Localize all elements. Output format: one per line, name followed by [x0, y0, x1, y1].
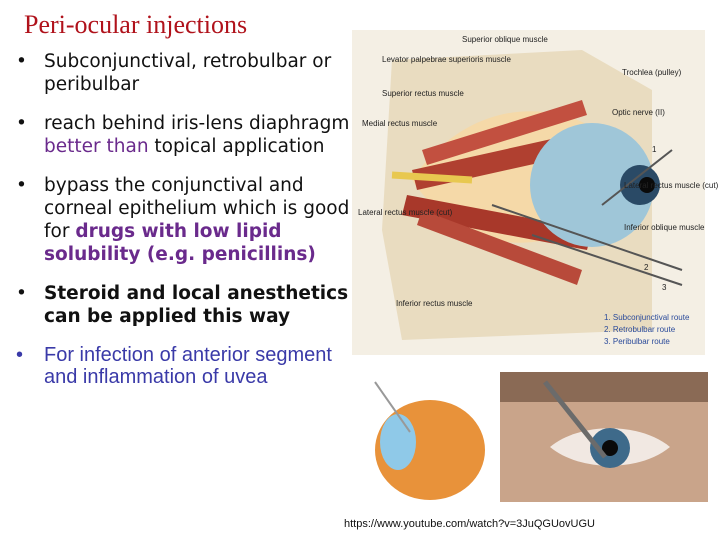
- route-legend-1: 1. Subconjunctival route: [604, 313, 690, 322]
- label-optic-nerve: Optic nerve (II): [612, 108, 665, 117]
- bullet-list: [16, 50, 351, 404]
- label-inferior-oblique: Inferior oblique muscle: [624, 223, 705, 232]
- label-n3: 3: [662, 283, 667, 292]
- label-lateral-rectus-left: Lateral rectus muscle (cut): [358, 208, 453, 217]
- orbit-diagram-svg: [352, 30, 719, 355]
- label-n2: 2: [644, 263, 649, 272]
- bullet-text: topical application: [148, 136, 325, 157]
- injection-illustration-svg: [370, 372, 708, 502]
- label-superior-rectus: Superior rectus muscle: [382, 89, 464, 98]
- source-link[interactable]: https://www.youtube.com/watch?v=3JuQGUovUGU: [344, 518, 595, 530]
- label-superior-oblique: Superior oblique muscle: [462, 35, 548, 44]
- orbit-injection-diagram: [352, 30, 719, 355]
- bullet-item: [16, 344, 351, 388]
- label-inferior-rectus: Inferior rectus muscle: [396, 299, 473, 308]
- optic-nerve-shape: [392, 175, 472, 180]
- bullet-item: [16, 174, 351, 266]
- bullet-marker: •: [16, 175, 27, 196]
- route-legend-3: 3. Peribulbar route: [604, 337, 670, 346]
- bullet-marker: •: [16, 51, 27, 72]
- bullet-highlight: drugs with low lipid solubility (e.g. penicillins): [44, 221, 316, 265]
- bullet-text: For infection of anterior segment and inflammation of uvea: [44, 344, 332, 388]
- label-medial-rectus: Medial rectus muscle: [362, 119, 438, 128]
- bullet-marker: •: [16, 344, 24, 366]
- bullet-item: [16, 50, 351, 96]
- bullet-text: Subconjunctival, retrobulbar or peribulbar: [44, 51, 332, 95]
- bullet-item: [16, 282, 351, 328]
- hair-shape: [500, 372, 708, 402]
- injection-photo-panel: [370, 372, 708, 502]
- bullet-marker: •: [16, 283, 27, 304]
- route-legend-2: 2. Retrobulbar route: [604, 325, 676, 334]
- label-n1: 1: [652, 145, 657, 154]
- label-lateral-rectus-right: Lateral rectus muscle (cut): [624, 181, 719, 190]
- bullet-text: reach behind iris-lens diaphragm: [44, 113, 350, 134]
- bullet-text: Steroid and local anesthetics can be applied this way: [44, 283, 349, 327]
- label-trochlea: Trochlea (pulley): [622, 68, 682, 77]
- bullet-highlight: better than: [44, 136, 149, 157]
- bullet-marker: •: [16, 113, 27, 134]
- cross-section-cornea-shape: [380, 414, 416, 470]
- bullet-text: bypass the conjunctival and corneal epithelium which is good for: [44, 175, 350, 242]
- slide-title: Peri-ocular injections: [24, 10, 248, 39]
- bullet-item: [16, 112, 351, 158]
- label-levator: Levator palpebrae superioris muscle: [382, 55, 511, 64]
